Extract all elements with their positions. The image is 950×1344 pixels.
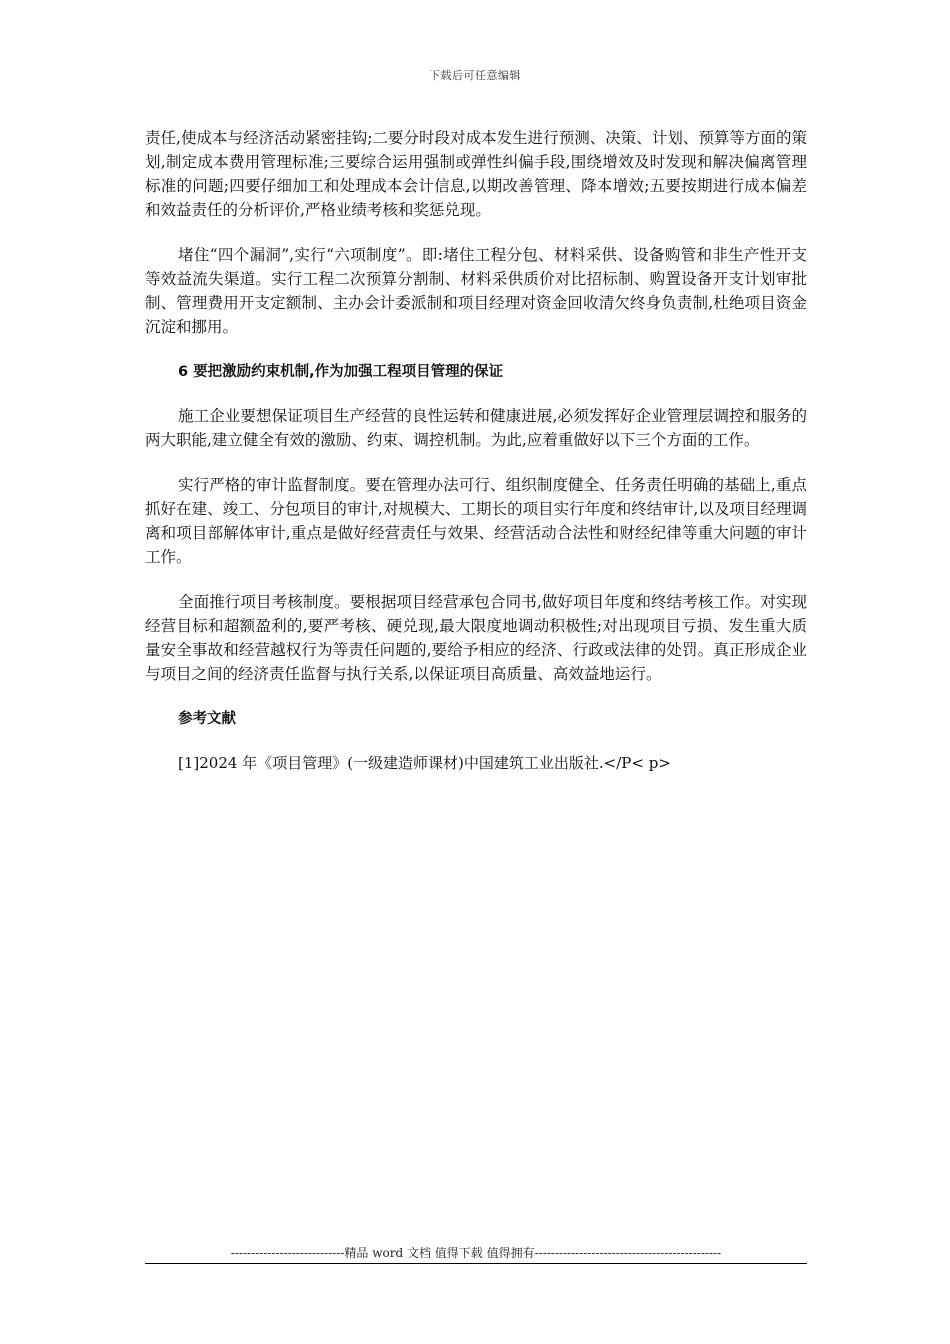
- footer-text: ----------------------------精品 word 文档 值得下载 值得拥有----------------------------------------------: [230, 1246, 722, 1260]
- references-heading: 参考文献: [178, 711, 236, 727]
- section-heading: 6 要把激励约束机制,作为加强工程项目管理的保证: [178, 364, 504, 380]
- paragraph-incentive-intro: 施工企业要想保证项目生产经营的良性运转和健康进展,必须发挥好企业管理层调控和服务的两大职能,建立健全有效的激励、约束、调控机制。为此,应着重做好以下三个方面的工作。: [145, 407, 807, 449]
- paragraph-audit-system: 实行严格的审计监督制度。要在管理办法可行、组织制度健全、任务责任明确的基础上,重点抓好在建、竣工、分包项目的审计,对规模大、工期长的项目实行年度和终结审计,以及项目经理调离和项目部解体审计,重点是做好经营责任与效果、经营活动合法性和财经纪律等重大问题的审计工作。: [145, 476, 807, 566]
- paragraph-cost-control: 责任,使成本与经济活动紧密挂钩;二要分时段对成本发生进行预测、决策、计划、预算等方面的策划,制定成本费用管理标准;三要综合运用强制或弹性纠偏手段,围绕增效及时发现和解决偏离管理标准的问题;四要仔细加工和处理成本会计信息,以期改善管理、降本增效;五要按期进行成本偏差和效益责任的分析评价,严格业绩考核和奖惩兑现。: [145, 129, 807, 219]
- page-footer: [145, 1244, 807, 1264]
- header-note: 下载后可任意编辑: [429, 69, 521, 82]
- paragraph-assessment-system: 全面推行项目考核制度。要根据项目经营承包合同书,做好项目年度和终结考核工作。对实现经营目标和超额盈利的,要严考核、硬兑现,最大限度地调动积极性;对出现项目亏损、发生重大质量安全事故和经营越权行为等责任问题的,要给予相应的经济、行政或法律的处罚。真正形成企业与项目之间的经济责任监督与执行关系,以保证项目高质量、高效益地运行。: [145, 593, 807, 683]
- footer-rule: [145, 1263, 807, 1264]
- reference-item: [1]2024 年《项目管理》(一级建造师课材)中国建筑工业出版社.</P< p>: [178, 754, 671, 772]
- document-body: [145, 126, 807, 775]
- paragraph-four-loopholes: 堵住“四个漏洞”,实行“六项制度”。即:堵住工程分包、材料采供、设备购管和非生产性开支等效益流失渠道。实行工程二次预算分割制、材料采供质价对比招标制、购置设备开支计划审批制、管理费用开支定额制、主办会计委派制和项目经理对资金回收清欠终身负责制,杜绝项目资金沉淀和挪用。: [145, 246, 807, 336]
